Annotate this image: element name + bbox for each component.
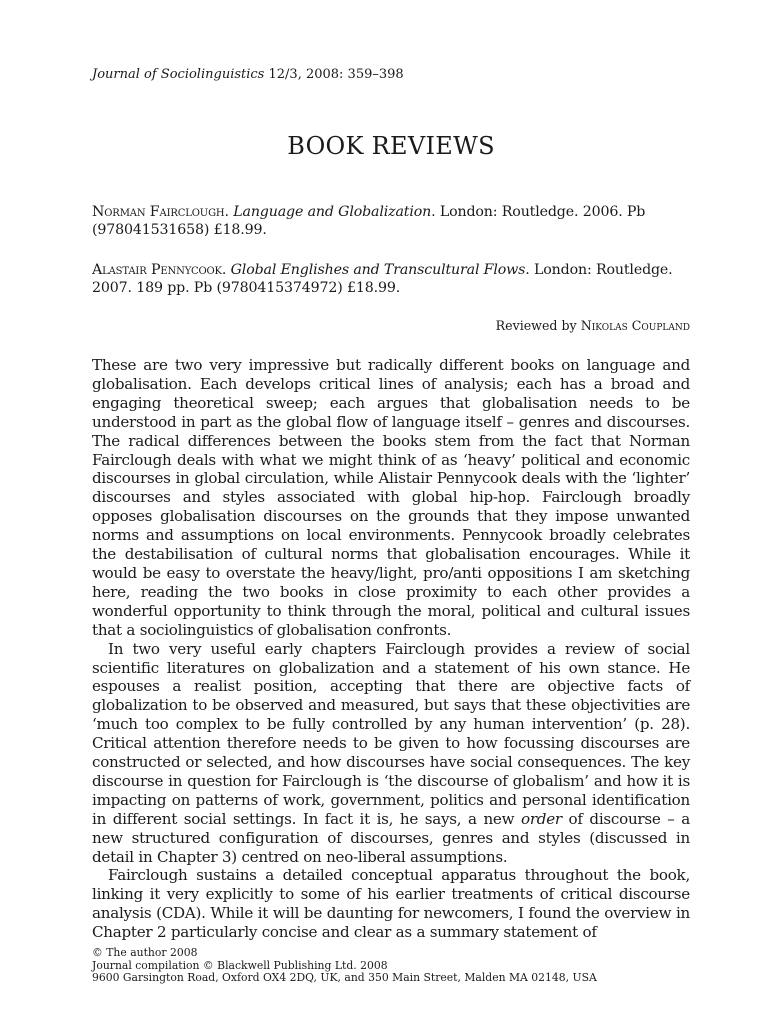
review-body	[92, 356, 690, 942]
paragraph-text: In two very useful early chapters Fairclough provides a review of social scientific literatures on globalization and a statement of his own stance. He espouses a realist position, accepting that there are objective facts of globalization to be observed and measured, but says that these objectivities are ‘much too complex to be fully controlled by any human intervention’ (p. 28). Critical attention therefore needs to be given to how focussing discourses are constructed or selected, and how discourses have social consequences. The key discourse in question for Fairclough is ‘the discourse of globalism’ and how it is impacting on patterns of work, government, politics and personal identification in different social settings. In fact it is, he says, a new	[92, 639, 690, 828]
body-paragraph	[92, 640, 690, 867]
reference-title: Language and Globalization	[233, 204, 432, 220]
reference-details: . London: Routledge. 2007. 189 pp. Pb (9780415374972) £18.99.	[92, 262, 673, 296]
emphasis-text: order	[520, 809, 562, 828]
journal-name: Journal of Sociolinguistics	[92, 67, 265, 82]
reviewed-by-prefix: Reviewed by	[495, 318, 577, 333]
journal-citation: 12/3, 2008: 359–398	[268, 67, 404, 82]
paragraph-text: of discourse – a new structured configuration of discourses, genres and styles (discussed in detail in Chapter 3) centred on neo-liberal assumptions.	[92, 809, 690, 866]
copyright-footer	[92, 947, 597, 985]
reference-author: Alastair Pennycook	[92, 262, 222, 278]
body-paragraph: Fairclough sustains a detailed conceptual apparatus throughout the book, linking it very explicitly to some of his earlier treatments of critical discourse analysis (CDA). While it will be daunting for newcomers, I found the overview in Chapter 2 particularly concise and clear as a summary statement of	[92, 866, 690, 942]
footer-line: Journal compilation © Blackwell Publishing Ltd. 2008	[92, 958, 388, 972]
reviewed-by-line	[496, 318, 690, 334]
book-reference: Alastair Pennycook. Global Englishes and Transcultural Flows. London: Routledge. 2007. 189 pp. Pb (9780415374972) £18.99.	[92, 262, 673, 296]
journal-header	[92, 66, 404, 84]
body-paragraph: These are two very impressive but radically different books on language and globalisation. Each develops critical lines of analysis; each has a broad and engaging theoretical sweep; each argues that globalisation needs to be understood in part as the global flow of language itself – genres and discourses. The radical differences between the books stem from the fact that Norman Fairclough deals with what we might think of as ‘heavy’ political and economic discourses in global circulation, while Alistair Pennycook deals with the ‘lighter’ discourses and styles associated with global hip-hop. Fairclough broadly opposes globalisation discourses on the grounds that they impose unwanted norms and assumptions on local environments. Pennycook broadly celebrates the destabilisation of cultural norms that globalisation encourages. While it would be easy to overstate the heavy/light, pro/anti oppositions I am sketching here, reading the two books in close proximity to each other provides a wonderful opportunity to think through the moral, political and cultural issues that a sociolinguistics of globalisation confronts.	[92, 356, 690, 639]
reference-author: Norman Fairclough	[92, 204, 225, 220]
book-reference: Norman Fairclough. Language and Globalization. London: Routledge. 2006. Pb (978041531658) £18.99.	[92, 204, 646, 238]
reviewer-name: Nikolas Coupland	[580, 318, 690, 333]
section-title: BOOK REVIEWS	[287, 132, 495, 160]
footer-line: 9600 Garsington Road, Oxford OX4 2DQ, UK, and 350 Main Street, Malden MA 02148, USA	[92, 971, 597, 985]
footer-line: © The author 2008	[92, 946, 198, 959]
reference-title: Global Englishes and Transcultural Flows	[230, 262, 526, 278]
reference-details: . London: Routledge. 2006. Pb (978041531658) £18.99.	[92, 204, 646, 238]
